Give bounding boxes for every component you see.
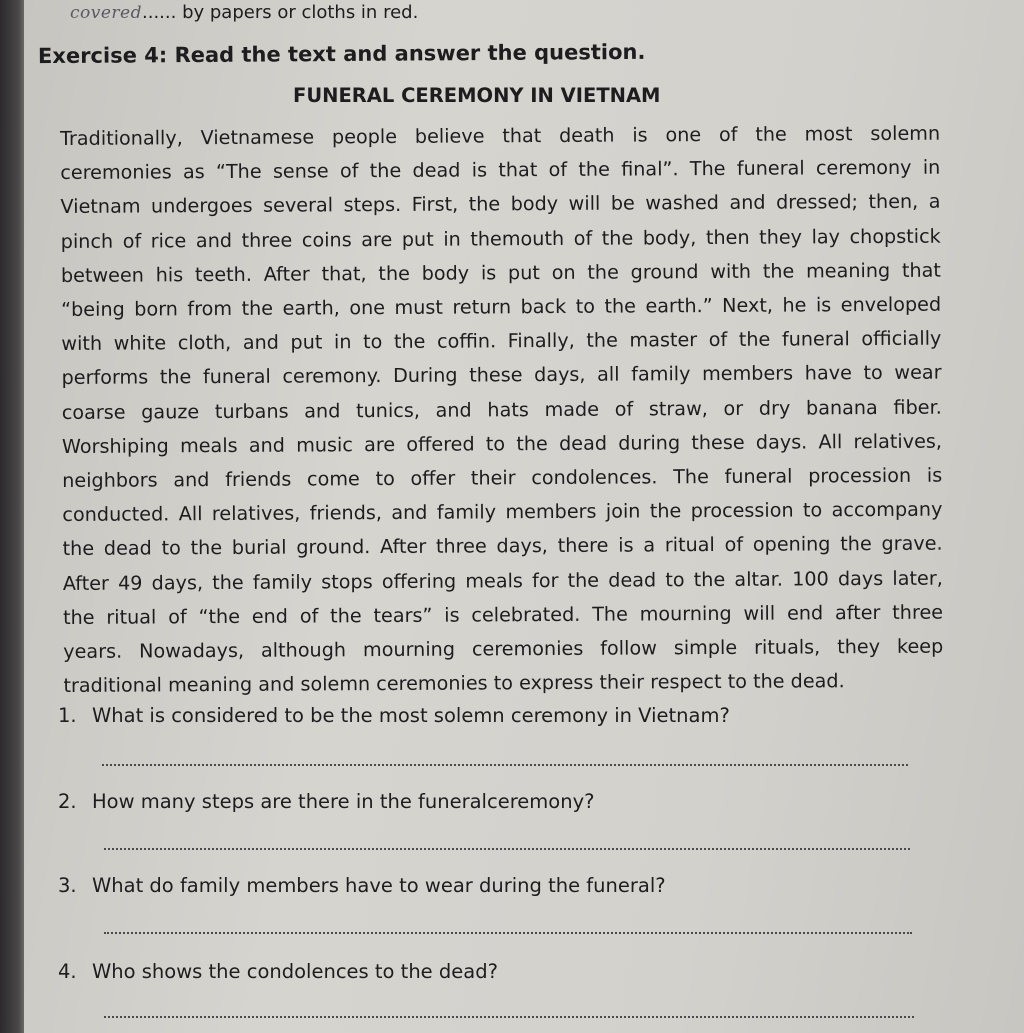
question-3 bbox=[58, 874, 666, 897]
top-line-text: by papers or cloths in red. bbox=[176, 2, 419, 23]
question-1 bbox=[58, 704, 730, 727]
passage-line: the ritual of “the end of the tears” is celebrated. The mourning will end after three bbox=[62, 600, 944, 629]
exercise-title: Exercise 4: Read the text and answer the question. bbox=[37, 39, 646, 69]
answer-line-4[interactable] bbox=[104, 1016, 914, 1018]
reading-title: FUNERAL CEREMONY IN VIETNAM bbox=[293, 84, 661, 107]
passage-line: pinch of rice and three coins are put in themouth of the body, then they lay chopstick bbox=[60, 224, 941, 253]
passage-line: with white cloth, and put in to the coffin. Finally, the master of the funeral officially bbox=[61, 326, 942, 356]
passage-line: the dead to the burial ground. After three days, there is a ritual of opening the grave. bbox=[62, 532, 943, 561]
question-number: 2. bbox=[58, 790, 77, 813]
answer-line-2[interactable] bbox=[104, 848, 910, 850]
passage-line: After 49 days, the family stops offering meals for the dead to the altar. 100 days later, bbox=[62, 566, 943, 595]
question-number: 4. bbox=[58, 960, 77, 983]
passage-line: Traditionally, Vietnamese people believe that death is one of the most solemn bbox=[60, 121, 941, 150]
passage-line: “being born from the earth, one must return back to the earth.” Next, he is enveloped bbox=[61, 292, 942, 322]
question-number: 1. bbox=[58, 704, 77, 727]
answer-line-3[interactable] bbox=[104, 932, 912, 934]
passage-line: Vietnam undergoes several steps. First, the body will be washed and dressed; then, a bbox=[60, 190, 941, 219]
answer-dots: ...... bbox=[142, 2, 177, 23]
question-4 bbox=[58, 960, 498, 983]
question-text: What do family members have to wear during the funeral? bbox=[92, 874, 666, 897]
passage-line: between his teeth. After that, the body is put on the ground with the meaning that bbox=[60, 258, 941, 287]
question-text: What is considered to be the most solemn ceremony in Vietnam? bbox=[92, 704, 730, 727]
passage-line: conducted. All relatives, friends, and family members join the procession to accompany bbox=[62, 497, 943, 527]
passage-line: Worshiping meals and music are offered to the dead during these days. All relatives, bbox=[61, 429, 943, 458]
previous-exercise-last-line bbox=[70, 2, 418, 23]
passage-line: neighbors and friends come to offer their condolences. The funeral procession is bbox=[62, 463, 943, 493]
answer-line-1[interactable] bbox=[102, 764, 908, 766]
reading-passage bbox=[60, 117, 944, 704]
handwritten-answer: covered bbox=[70, 3, 142, 23]
question-number: 3. bbox=[58, 874, 77, 897]
passage-line: coarse gauze turbans and tunics, and hats made of straw, or dry banana fiber. bbox=[61, 395, 942, 424]
question-text: How many steps are there in the funeralceremony? bbox=[92, 790, 595, 813]
question-text: Who shows the condolences to the dead? bbox=[92, 960, 498, 983]
passage-line: ceremonies as “The sense of the dead is that of the final”. The funeral ceremony in bbox=[60, 155, 941, 185]
passage-line: years. Nowadays, although mourning ceremonies follow simple rituals, they keep bbox=[63, 634, 944, 664]
passage-line: performs the funeral ceremony. During these days, all family members have to wear bbox=[61, 361, 942, 390]
passage-line: traditional meaning and solemn ceremonies to express their respect to the dead. bbox=[63, 669, 845, 698]
question-2 bbox=[58, 790, 594, 813]
